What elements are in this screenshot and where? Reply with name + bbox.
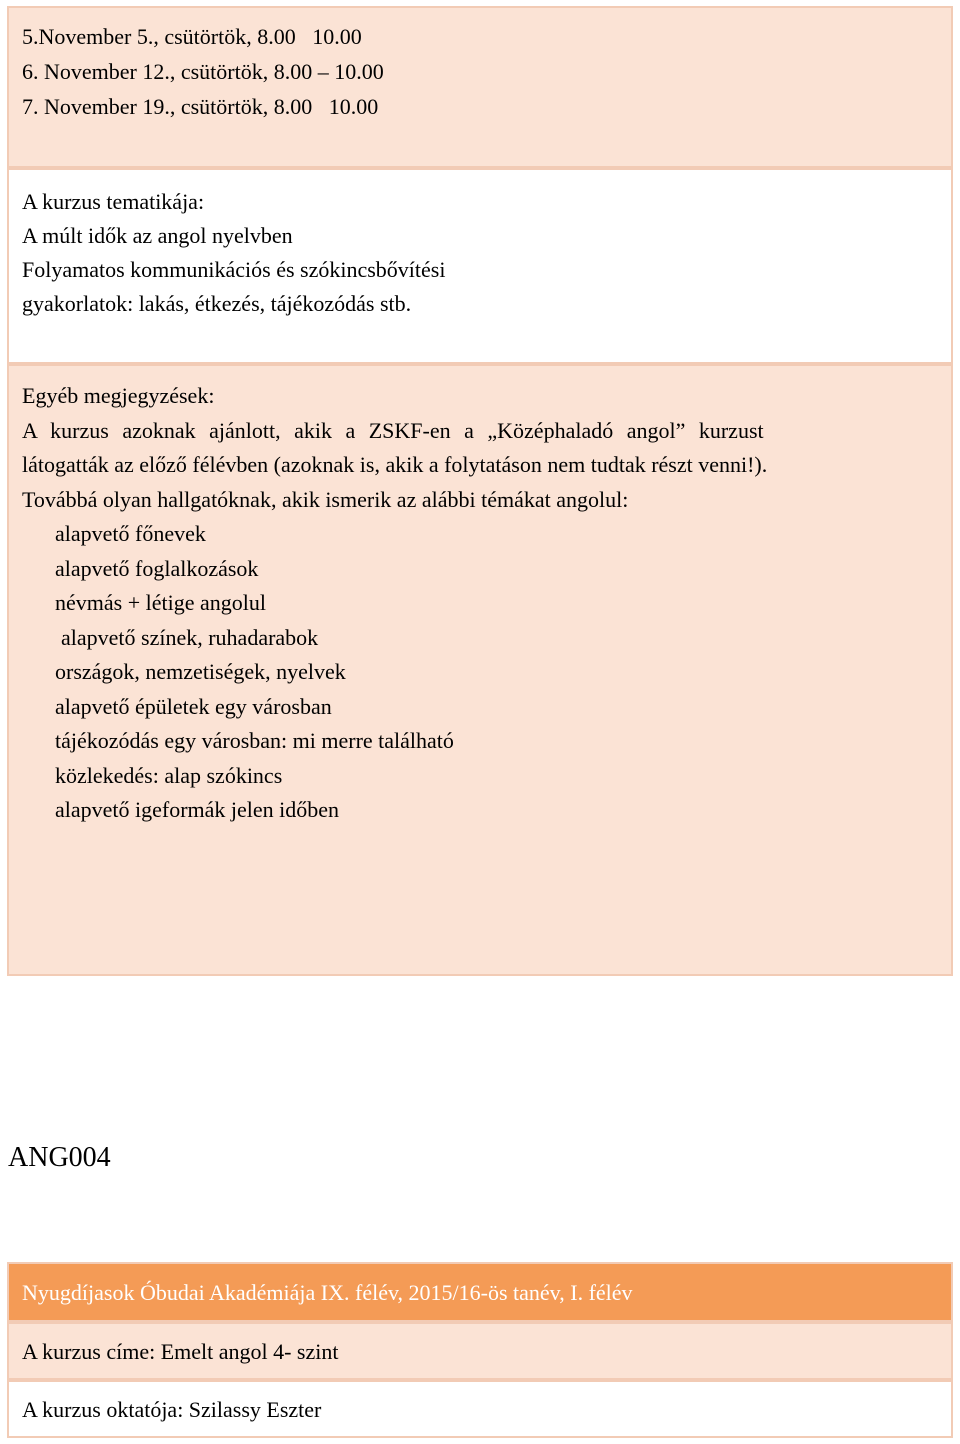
- notes-cell: [7, 364, 953, 976]
- notes-paragraph-line: Továbbá olyan hallgatóknak, akik ismerik az alábbi témákat angolul:: [22, 487, 629, 512]
- notes-list-item: alapvető főnevek: [55, 521, 206, 546]
- topics-item: Folyamatos kommunikációs és szókincsbővítési: [22, 257, 446, 282]
- notes-list-item: alapvető igeformák jelen időben: [55, 797, 340, 822]
- program-title: Nyugdíjasok Óbudai Akadémiája IX. félév, 2015/16-ös tanév, I. félév: [22, 1280, 633, 1305]
- course-title-cell: [7, 1322, 953, 1380]
- schedule-line-5: 5.November 5., csütörtök, 8.00 10.00: [22, 24, 362, 49]
- course-code-heading: ANG004: [8, 1142, 111, 1173]
- course-title: A kurzus címe: Emelt angol 4- szint: [22, 1339, 339, 1364]
- notes-list-item: névmás + létige angolul: [55, 590, 266, 615]
- notes-heading: Egyéb megjegyzések:: [22, 383, 215, 408]
- instructor-cell: [7, 1380, 953, 1438]
- notes-list-item: alapvető épületek egy városban: [55, 694, 332, 719]
- schedule-line-7: 7. November 19., csütörtök, 8.00 10.00: [22, 94, 379, 119]
- topics-heading: A kurzus tematikája:: [22, 189, 205, 214]
- notes-list-item: tájékozódás egy városban: mi merre található: [55, 728, 454, 753]
- program-header-cell: [7, 1262, 953, 1322]
- schedule-line-6: 6. November 12., csütörtök, 8.00 – 10.00: [22, 59, 384, 84]
- notes-paragraph-line: A kurzus azoknak ajánlott, akik a ZSKF-en a „Középhaladó angol” kurzust: [22, 418, 764, 443]
- topics-item: A múlt idők az angol nyelvben: [22, 223, 293, 248]
- course-instructor: A kurzus oktatója: Szilassy Eszter: [22, 1397, 322, 1422]
- notes-list-item: országok, nemzetiségek, nyelvek: [55, 659, 346, 684]
- schedule-cell: [7, 6, 953, 168]
- topics-cell: [7, 168, 953, 364]
- notes-paragraph-line: látogatták az előző félévben (azoknak is, akik a folytatáson nem tudtak részt venni!).: [22, 452, 768, 477]
- topics-item: gyakorlatok: lakás, étkezés, tájékozódás stb.: [22, 291, 412, 316]
- notes-list-item: közlekedés: alap szókincs: [55, 763, 283, 788]
- notes-list-item: alapvető színek, ruhadarabok: [61, 625, 319, 650]
- notes-list-item: alapvető foglalkozások: [55, 556, 259, 581]
